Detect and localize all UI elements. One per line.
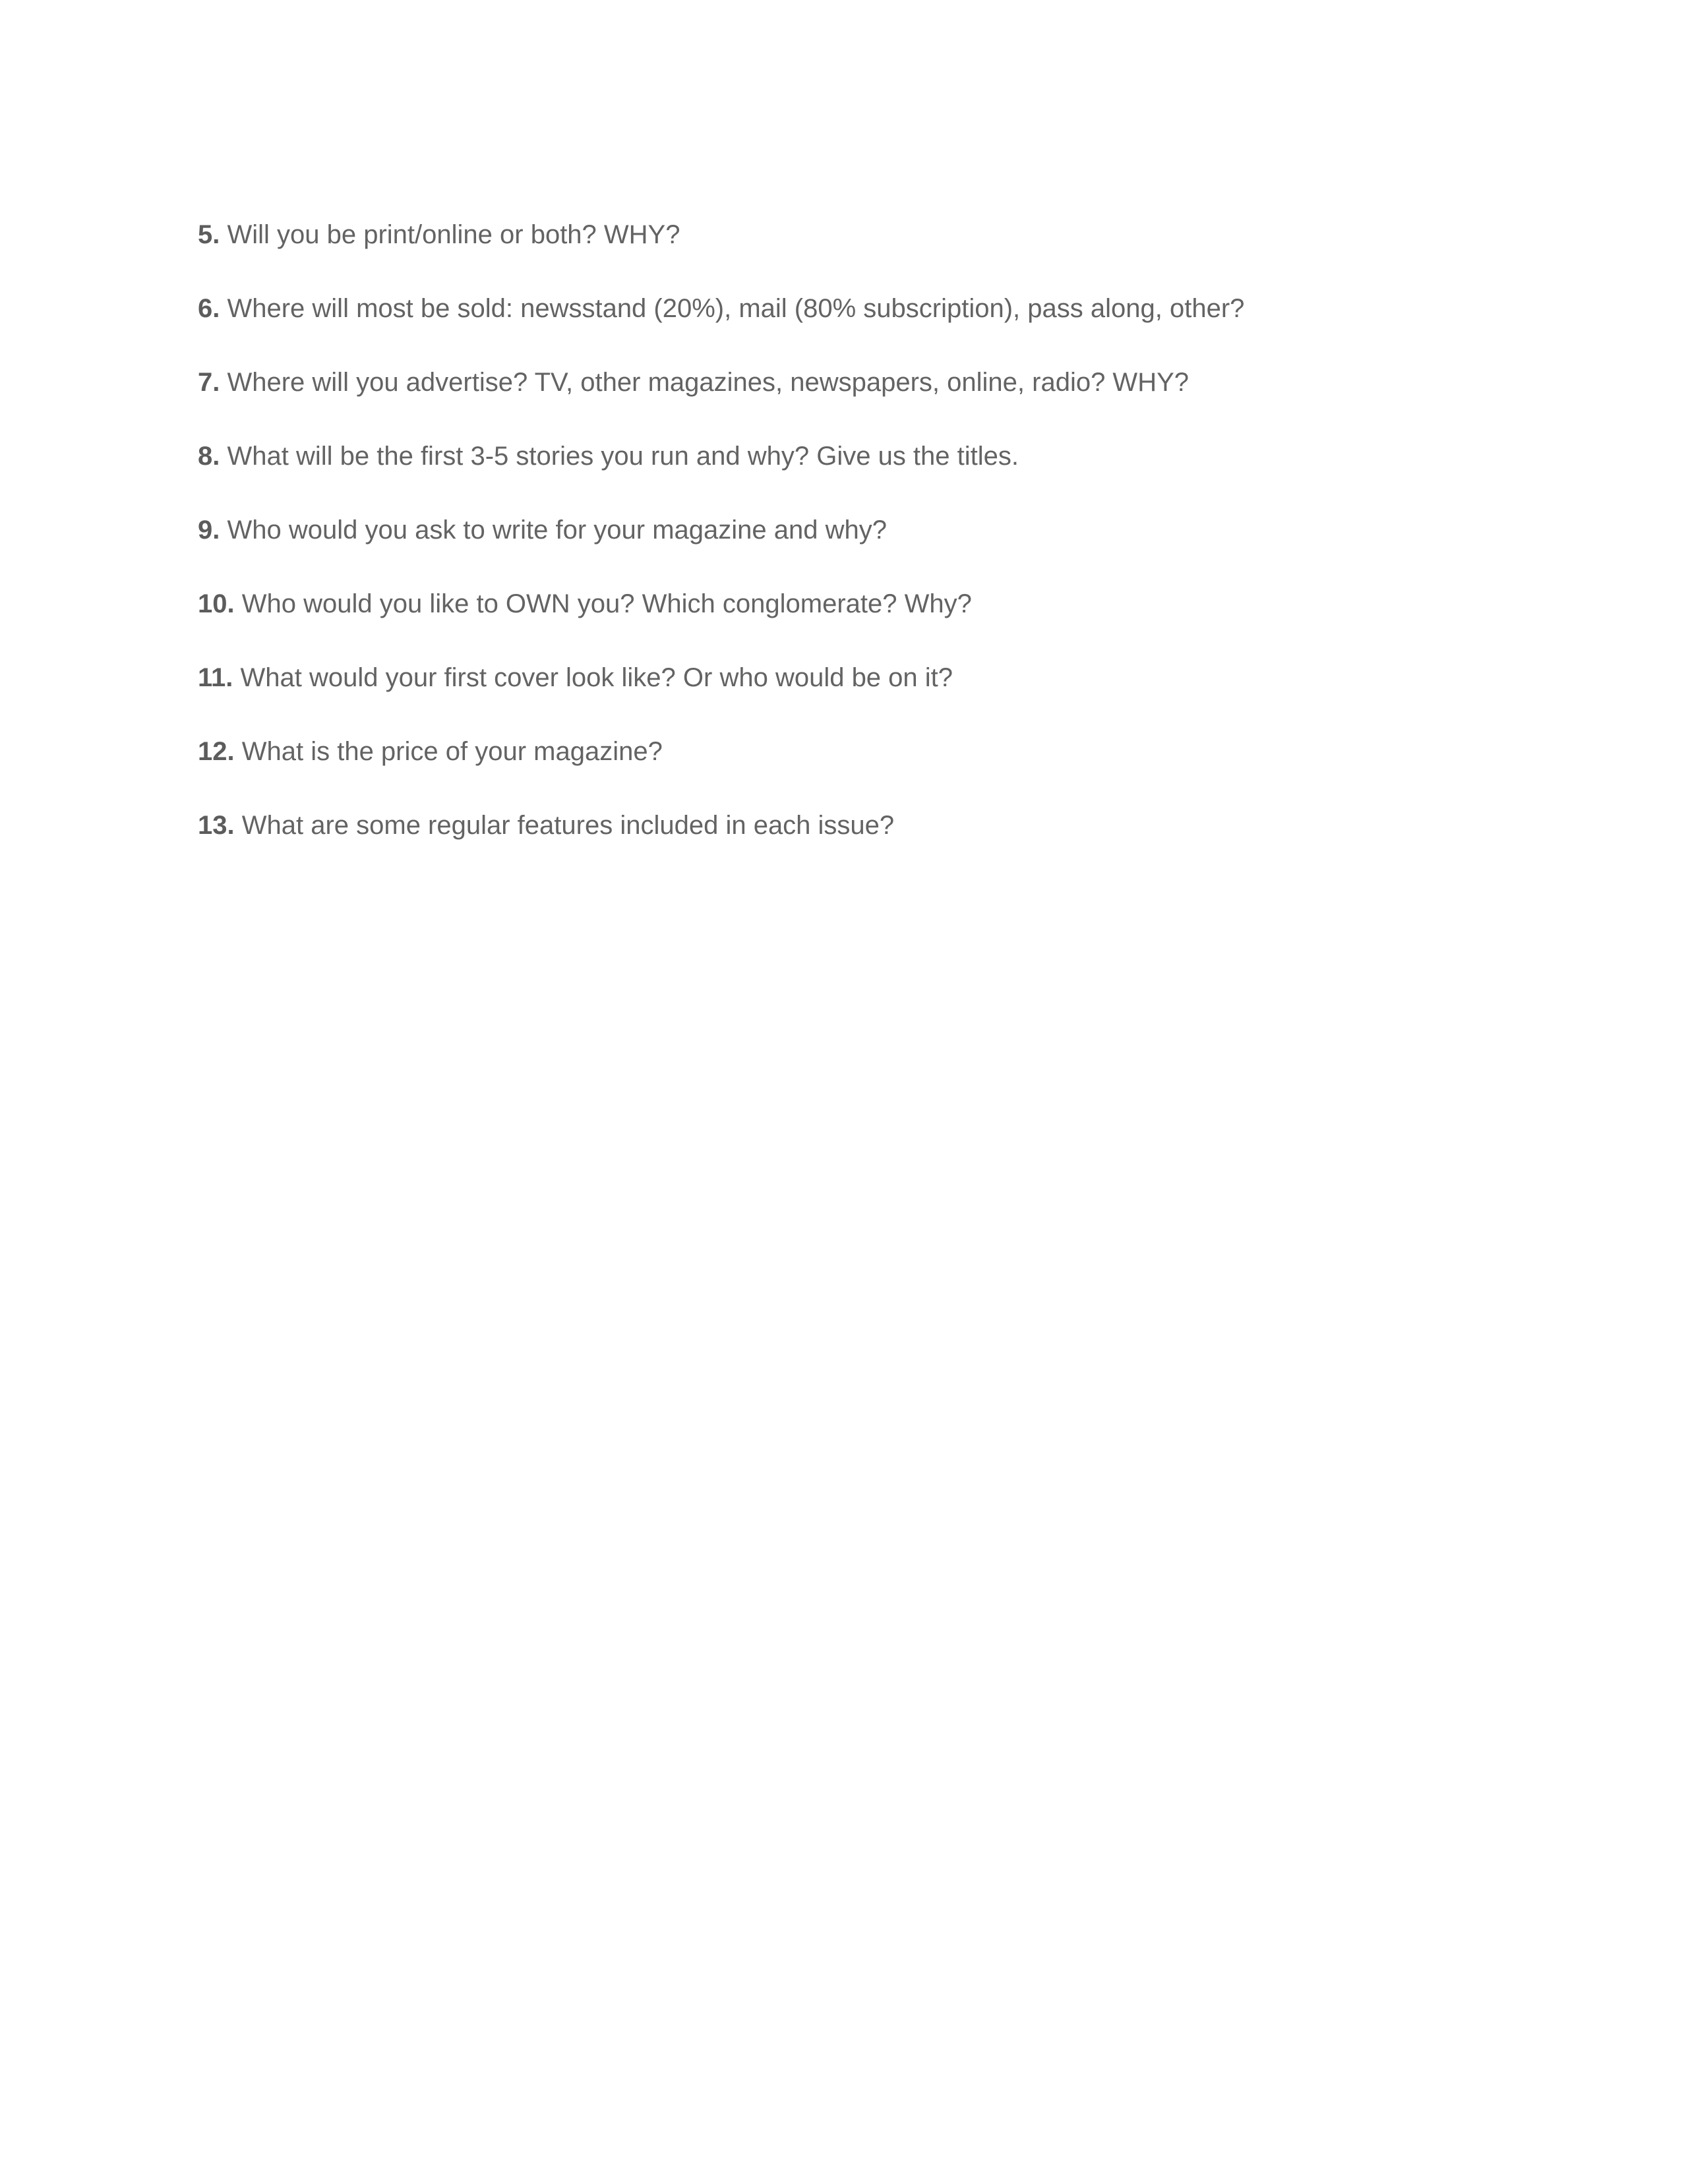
- question-text: Who would you ask to write for your magazine and why?: [227, 516, 887, 545]
- question-number: 5.: [198, 220, 220, 249]
- question-text: Who would you like to OWN you? Which conglomerate? Why?: [241, 589, 972, 618]
- question-number: 8.: [198, 442, 220, 471]
- question-number: 12.: [198, 737, 235, 766]
- question-number: 11.: [198, 663, 233, 692]
- question-number: 13.: [198, 811, 235, 840]
- question-item: [198, 434, 1517, 508]
- question-text: Where will most be sold: newsstand (20%), mail (80% subscription), pass along, other?: [227, 294, 1245, 323]
- question-item: [198, 360, 1517, 434]
- question-item: [198, 212, 1517, 286]
- question-text: What are some regular features included in each issue?: [241, 811, 895, 840]
- question-text: Where will you advertise? TV, other magazines, newspapers, online, radio? WHY?: [227, 368, 1189, 397]
- question-item: [198, 286, 1517, 360]
- question-item: [198, 729, 1517, 803]
- question-item: [198, 581, 1517, 655]
- question-number: 6.: [198, 294, 220, 323]
- question-list: [198, 212, 1517, 877]
- question-text: What would your first cover look like? Or who would be on it?: [240, 663, 953, 692]
- question-text: Will you be print/online or both? WHY?: [227, 220, 680, 249]
- question-item: [198, 508, 1517, 581]
- question-number: 9.: [198, 516, 220, 545]
- question-item: [198, 803, 1517, 877]
- question-number: 7.: [198, 368, 220, 397]
- question-number: 10.: [198, 589, 235, 618]
- question-text: What will be the first 3-5 stories you run and why? Give us the titles.: [227, 442, 1019, 471]
- question-item: [198, 655, 1517, 729]
- question-text: What is the price of your magazine?: [241, 737, 663, 766]
